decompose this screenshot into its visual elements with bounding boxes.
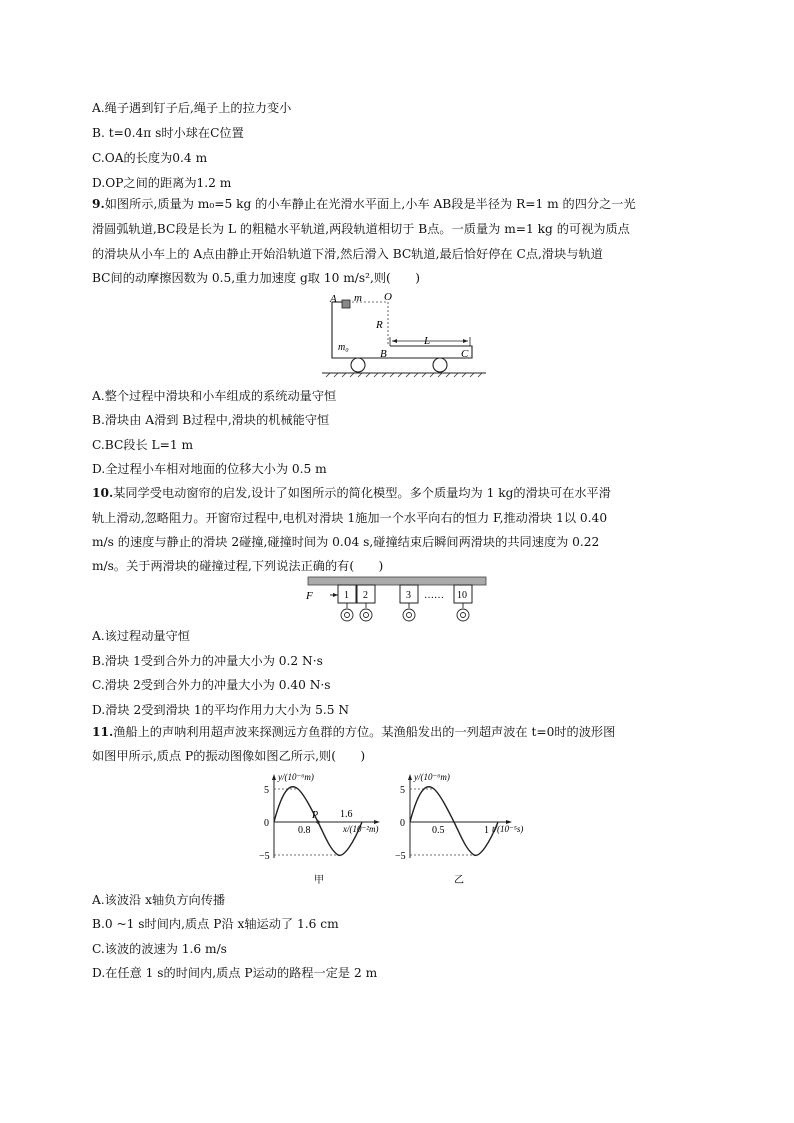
q9-label-b: B	[380, 348, 387, 360]
q10-option-b: B.滑块 1受到合外力的冲量大小为 0.2 N·s	[92, 654, 323, 668]
q9-figure-cart	[318, 290, 488, 382]
q8-option-b: B. t=0.4π s时小球在C位置	[92, 126, 244, 140]
q9-option-d: D.全过程小车相对地面的位移大小为 0.5 m	[92, 462, 327, 476]
q9-label-m0: m₀	[338, 342, 349, 353]
q10-block-3-label: 3	[406, 590, 411, 601]
q9-label-a: A	[330, 293, 337, 305]
q9-stem-line-4: BC间的动摩擦因数为 0.5,重力加速度 g取 10 m/s²,则( )	[92, 271, 420, 285]
q11-stem-line-2: 如图甲所示,质点 P的振动图像如图乙所示,则( )	[92, 749, 366, 763]
q9-number: 9.	[92, 197, 105, 211]
q10-option-d: D.滑块 2受到滑块 1的平均作用力大小为 5.5 N	[92, 703, 350, 717]
q10-block-1-label: 1	[344, 590, 349, 601]
q10-figure-curtain-rail	[300, 574, 490, 630]
q11-jia-y-neg: −5	[259, 851, 270, 862]
q11-option-d: D.在任意 1 s的时间内,质点 P运动的路程一定是 2 m	[92, 966, 378, 980]
q10-number: 10.	[92, 486, 114, 500]
q11-option-c: C.该波的波速为 1.6 m/s	[92, 942, 227, 956]
q11-yi-caption: 乙	[454, 875, 464, 886]
q11-yi-vibration-curve	[410, 787, 498, 856]
q9-stem-line-1: 9.如图所示,质量为 m₀=5 kg 的小车静止在光滑水平面上,小车 AB段是半径为 R=1 m 的四分之一光	[92, 197, 636, 211]
q11-jia-xlabel: x/(10⁻²m)	[343, 824, 379, 834]
q10-rail	[308, 577, 486, 585]
q9-option-b: B.滑块由 A滑到 B过程中,滑块的机械能守恒	[92, 413, 330, 427]
q10-block-2-label: 2	[363, 590, 368, 601]
q10-stem-line-3: m/s 的速度与静止的滑块 2碰撞,碰撞时间为 0.04 s,碰撞结束后瞬间两滑块的共同速度为 0.22	[92, 535, 600, 549]
q9-label-m: m	[354, 292, 362, 304]
q10-dots: ……	[424, 590, 444, 601]
q9-wheel-right	[433, 358, 447, 372]
q10-label-f: F	[306, 590, 313, 602]
q11-jia-y-pos: 5	[264, 785, 269, 796]
q11-number: 11.	[92, 725, 114, 739]
q11-jia-x-end: 1.6	[340, 809, 353, 820]
q11-yi-ylabel: y/(10⁻⁶m)	[414, 772, 450, 782]
q11-jia-x-mid: 0.8	[298, 825, 311, 836]
q11-yi-xlabel: t/(10⁻⁵s)	[492, 824, 524, 834]
q9-stem-line-2: 滑圆弧轨道,BC段是长为 L 的粗糙水平轨道,两段轨道相切于 B点。一质量为 m=1 kg 的可视为质点	[92, 222, 630, 236]
q11-jia-caption: 甲	[314, 875, 324, 886]
q8-option-d: D.OP之间的距离为1.2 m	[92, 176, 232, 190]
q9-slider-block	[342, 300, 350, 308]
q10-stem-line-2: 轨上滑动,忽略阻力。开窗帘过程中,电机对滑块 1施加一个水平向右的恒力 F,推动滑块 1以 0.40	[92, 511, 608, 525]
q10-option-a: A.该过程动量守恒	[92, 629, 190, 643]
q9-label-c: C	[461, 348, 469, 360]
q11-stem-line-1: 11.渔船上的声呐利用超声波来探测远方鱼群的方位。某渔船发出的一列超声波在 t=0时的波形图	[92, 725, 616, 739]
q10-block-10-label: 10	[457, 590, 467, 601]
q11-jia-ylabel: y/(10⁻⁶m)	[278, 772, 314, 782]
q9-stem-line-3: 的滑块从小车上的 A点由静止开始沿轨道下滑,然后滑入 BC轨道,最后恰好停在 C点,滑块与轨道	[92, 247, 603, 261]
q11-yi-x-end: 1	[484, 825, 489, 836]
q10-option-c: C.滑块 2受到合外力的冲量大小为 0.40 N·s	[92, 678, 331, 692]
q11-yi-x-mid: 0.5	[432, 825, 445, 836]
q9-label-l: L	[424, 335, 431, 347]
q9-option-c: C.BC段长 L=1 m	[92, 438, 194, 452]
q9-label-o: O	[384, 291, 392, 303]
q9-option-a: A.整个过程中滑块和小车组成的系统动量守恒	[92, 389, 337, 403]
q9-wheel-left	[351, 358, 365, 372]
q10-stem-line-4: m/s。关于两滑块的碰撞过程,下列说法正确的有( )	[92, 559, 384, 573]
q8-option-c: C.OA的长度为0.4 m	[92, 151, 208, 165]
q9-label-r: R	[376, 319, 383, 331]
q11-yi-y-neg: −5	[395, 851, 406, 862]
q11-yi-y-zero: 0	[400, 818, 405, 829]
q8-option-a: A.绳子遇到钉子后,绳子上的拉力变小	[92, 101, 292, 115]
q11-graph-yi	[392, 770, 542, 888]
q11-option-b: B.0 ~1 s时间内,质点 P沿 x轴运动了 1.6 cm	[92, 917, 339, 931]
q11-option-a: A.该波沿 x轴负方向传播	[92, 893, 226, 907]
q10-stem-line-1: 10.某同学受电动窗帘的启发,设计了如图所示的简化模型。多个质量均为 1 kg的滑块可在水平滑	[92, 486, 611, 500]
q11-graph-jia	[256, 770, 396, 888]
q11-jia-y-zero: 0	[264, 818, 269, 829]
q11-yi-y-pos: 5	[400, 785, 405, 796]
q11-jia-label-p: P	[312, 810, 319, 821]
